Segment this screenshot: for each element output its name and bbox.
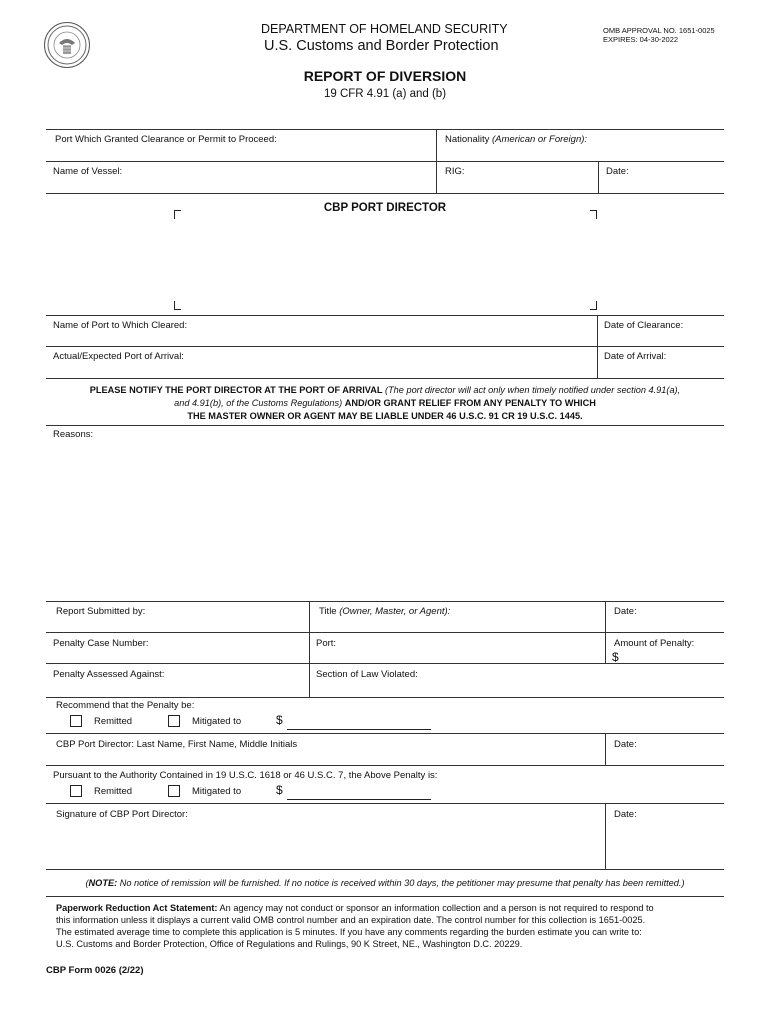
paperwork-statement	[56, 902, 724, 950]
address-corner-tr	[590, 210, 597, 219]
recommend-mitigated-checkbox[interactable]	[168, 715, 180, 727]
recommend-remitted-label: Remitted	[94, 716, 133, 727]
penalty-dollar-sign: $	[612, 650, 619, 664]
pursuant-mitigated-checkbox[interactable]	[168, 785, 180, 797]
notice-bold-2: AND/OR GRANT RELIEF FROM ANY PENALTY TO WHICH	[344, 398, 596, 408]
dhs-seal-icon	[45, 23, 89, 67]
dhs-seal	[44, 22, 90, 68]
reasons-field[interactable]: Reasons:	[53, 429, 94, 440]
pursuant-mitigated-label: Mitigated to	[192, 786, 242, 797]
note-text: No notice of remission will be furnished. If no notice is received within 30 days, the petitioner may presume that penalty has been remitted.)	[119, 878, 685, 888]
port-cleared-field[interactable]: Name of Port to Which Cleared:	[53, 320, 188, 331]
pursuant-amount-input[interactable]	[287, 799, 431, 800]
paperwork-line-2: this information unless it displays a current valid OMB control number and an expiration date. The control number for this collection is 1651-0025.	[56, 915, 646, 925]
port-granted-field[interactable]: Port Which Granted Clearance or Permit to Proceed:	[55, 134, 277, 145]
form-number: CBP Form 0026 (2/22)	[46, 965, 144, 976]
date-field[interactable]: Date:	[606, 166, 629, 177]
address-corner-br	[590, 301, 597, 310]
paperwork-line-1: An agency may not conduct or sponsor an information collection and a person is not required to respond to	[219, 903, 654, 913]
recommend-remitted-checkbox[interactable]	[70, 715, 82, 727]
recommend-mitigated-label: Mitigated to	[192, 716, 242, 727]
title-note: (Owner, Master, or Agent):	[339, 606, 451, 617]
paperwork-line-4: U.S. Customs and Border Protection, Office of Regulations and Rulings, 90 K Street, NE., Washington D.C. 20229.	[56, 939, 523, 949]
title-label: Title	[319, 606, 337, 617]
notice-italic-1: (The port director will act only when timely notified under section 4.91(a),	[385, 385, 681, 395]
port-director-heading: CBP PORT DIRECTOR	[323, 202, 447, 214]
form-title: REPORT OF DIVERSION	[303, 68, 467, 84]
cfr-reference: 19 CFR 4.91 (a) and (b)	[323, 88, 447, 100]
recommend-label: Recommend that the Penalty be:	[56, 700, 195, 711]
recommend-dollar-sign: $	[276, 713, 283, 727]
director-name-field[interactable]: CBP Port Director: Last Name, First Name, Middle Initials	[56, 739, 298, 750]
notice-italic-2: and 4.91(b), of the Customs Regulations)	[174, 398, 343, 408]
bureau-name: U.S. Customs and Border Protection	[264, 38, 499, 54]
notice-bold-1: PLEASE NOTIFY THE PORT DIRECTOR AT THE PORT OF ARRIVAL	[89, 385, 383, 395]
notice-block	[46, 384, 724, 423]
title-field[interactable]	[319, 606, 450, 617]
signature-field[interactable]: Signature of CBP Port Director:	[56, 809, 188, 820]
vessel-name-field[interactable]: Name of Vessel:	[53, 166, 123, 177]
nationality-note: (American or Foreign):	[492, 134, 588, 145]
paperwork-line-3: The estimated average time to complete this application is 5 minutes. If you have any comments regarding the burden estimate you can write to:	[56, 927, 642, 937]
section-violated-field[interactable]: Section of Law Violated:	[316, 669, 418, 680]
omb-number: OMB APPROVAL NO. 1651-0025	[603, 26, 715, 35]
signature-date-field[interactable]: Date:	[614, 809, 637, 820]
nationality-label: Nationality	[445, 134, 490, 145]
submitted-by-field[interactable]: Report Submitted by:	[56, 606, 146, 617]
rig-field[interactable]: RIG:	[445, 166, 465, 177]
paperwork-title: Paperwork Reduction Act Statement:	[56, 903, 218, 913]
date-clearance-field[interactable]: Date of Clearance:	[604, 320, 684, 331]
port-director-address-area[interactable]	[180, 216, 590, 302]
director-date-field[interactable]: Date:	[614, 739, 637, 750]
nationality-field[interactable]	[445, 134, 587, 145]
report-date-field[interactable]: Date:	[614, 606, 637, 617]
recommend-amount-input[interactable]	[287, 729, 431, 730]
assessed-against-field[interactable]: Penalty Assessed Against:	[53, 669, 165, 680]
pursuant-dollar-sign: $	[276, 783, 283, 797]
note-prefix: NOTE:	[88, 878, 118, 888]
date-arrival-field[interactable]: Date of Arrival:	[604, 351, 667, 362]
port-field[interactable]: Port:	[316, 638, 337, 649]
penalty-case-field[interactable]: Penalty Case Number:	[53, 638, 149, 649]
pursuant-remitted-label: Remitted	[94, 786, 133, 797]
port-arrival-field[interactable]: Actual/Expected Port of Arrival:	[53, 351, 184, 362]
pursuant-remitted-checkbox[interactable]	[70, 785, 82, 797]
expiration-date: EXPIRES: 04-30-2022	[603, 35, 679, 44]
agency-name: DEPARTMENT OF HOMELAND SECURITY	[261, 22, 508, 36]
remission-note: (NOTE: No notice of remission will be furnished. If no notice is received within 30 days, the petitioner may presume that penalty has been remitted.)	[85, 878, 685, 888]
penalty-amount-field[interactable]: Amount of Penalty:	[614, 638, 695, 649]
address-corner-bl	[174, 301, 181, 310]
pursuant-label: Pursuant to the Authority Contained in 19 U.S.C. 1618 or 46 U.S.C. 7, the Above Penalty is:	[53, 770, 438, 781]
notice-bold-3: THE MASTER OWNER OR AGENT MAY BE LIABLE UNDER 46 U.S.C. 91 CR 19 U.S.C. 1445.	[187, 411, 583, 421]
